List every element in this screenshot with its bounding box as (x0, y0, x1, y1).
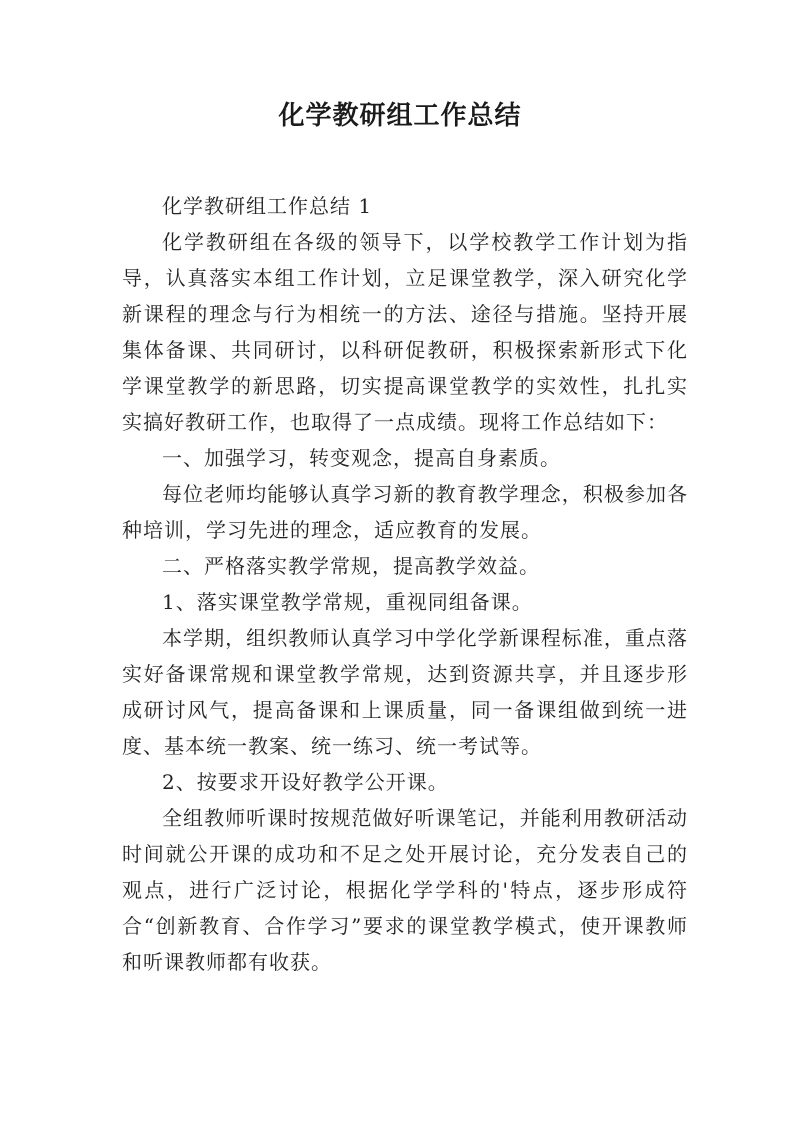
paragraph-preparation: 本学期，组织教师认真学习中学化学新课程标准，重点落实好备课常规和课堂教学常规，达到资源共享，并且逐步形成研讨风气，提高备课和上课质量，同一备课组做到统一进度、基本统一教案、统一练习、统一考试等。 (122, 626, 688, 758)
intro-paragraph: 化学教研组在各级的领导下，以学校教学工作计划为指导，认真落实本组工作计划，立足课堂教学，深入研究化学新课程的理念与行为相统一的方法、途径与措施。坚持开展集体备课、共同研讨，以科研促教研，积极探索新形式下化学课堂教学的新思路，切实提高课堂教学的实效性，扎扎实实搞好教研工作，也取得了一点成绩。现将工作总结如下： (122, 230, 688, 434)
section-heading: 化学教研组工作总结 1 (162, 194, 373, 218)
paragraph-open-class: 全组教师听课时按规范做好听课笔记，并能利用教研活动时间就公开课的成功和不足之处开展讨论，充分发表自己的观点，进行广泛讨论，根据化学学科的'特点，逐步形成符合“创新教育、合作学习”要求的课堂教学模式，使开课教师和听课教师都有收获。 (122, 806, 688, 974)
subheading-two: 2、按要求开设好教学公开课。 (162, 770, 449, 794)
heading-one: 一、加强学习，转变观念，提高自身素质。 (162, 446, 561, 470)
paragraph-learning: 每位老师均能够认真学习新的教育教学理念，积极参加各种培训，学习先进的理念，适应教育的发展。 (122, 482, 688, 542)
heading-two: 二、严格落实教学常规，提高教学效益。 (162, 554, 540, 578)
document-title: 化学教研组工作总结 (278, 101, 522, 131)
document-body (122, 188, 688, 980)
subheading-one: 1、落实课堂教学常规，重视同组备课。 (162, 590, 533, 614)
